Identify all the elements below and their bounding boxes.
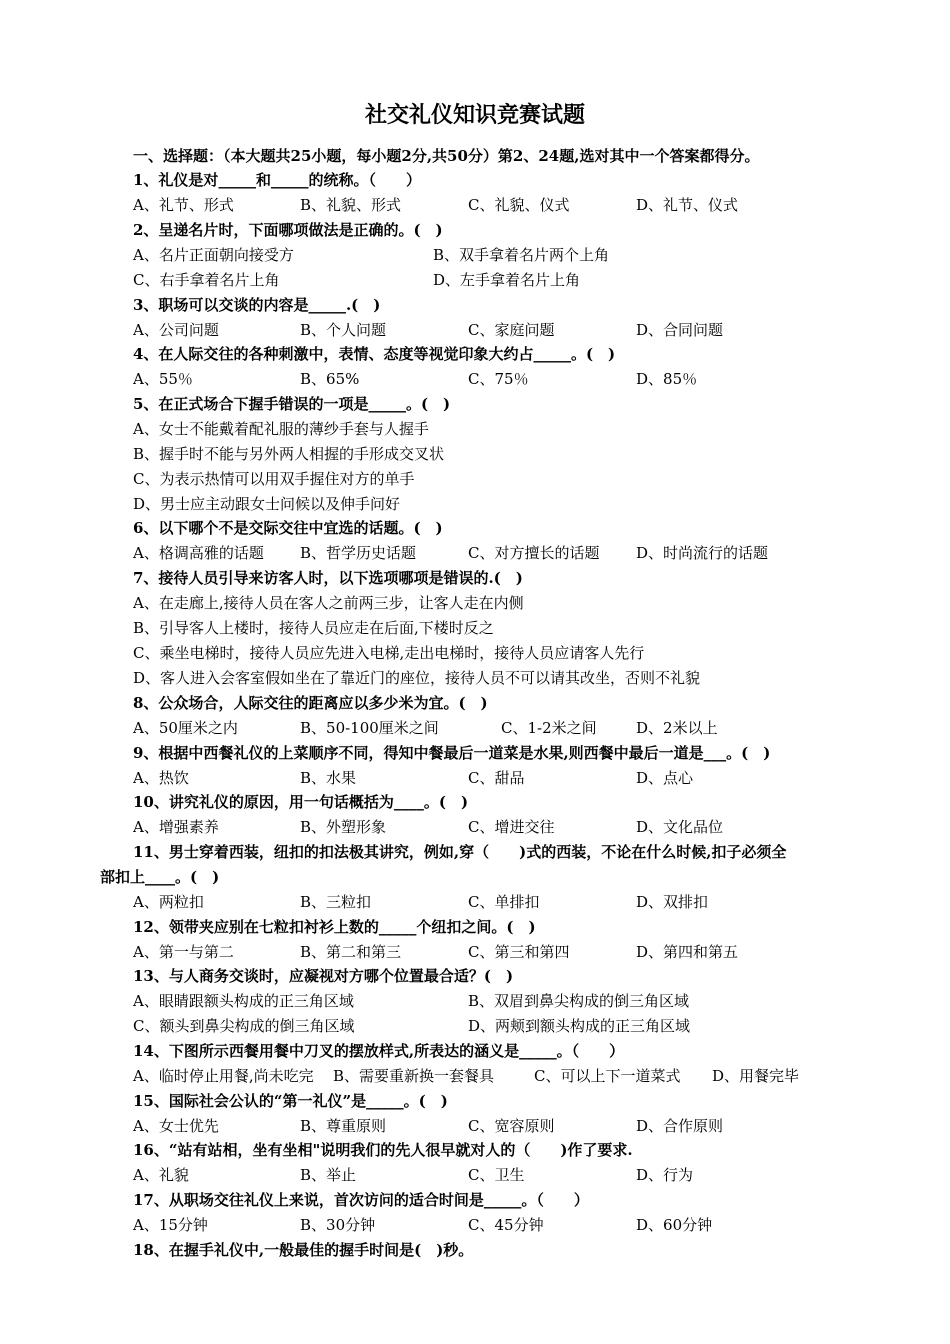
question-2: 2、呈递名片时，下面哪项做法是正确的。( ) xyxy=(133,221,443,239)
option-a: A、临时停止用餐,尚未吃完 xyxy=(133,1067,314,1085)
option-b: B、礼貌、形式 xyxy=(300,196,402,214)
question-14: 14、下图所示西餐用餐中刀叉的摆放样式,所表达的涵义是_____。（ ） xyxy=(133,1042,625,1060)
option-c: C、礼貌、仪式 xyxy=(468,196,570,214)
question-11: 11、男士穿着西装，纽扣的扣法极其讲究，例如,穿（ )式的西装，不论在什么时候,扣子必须全 xyxy=(133,843,787,861)
option-b: B、三粒扣 xyxy=(300,893,372,911)
option-d: D、合作原则 xyxy=(636,1117,724,1135)
option-c: C、75％ xyxy=(468,370,529,388)
option-b: B、引导客人上楼时，接待人员应走在后面,下楼时反之 xyxy=(133,619,494,637)
option-a: A、公司问题 xyxy=(133,321,219,339)
option-c: C、第三和第四 xyxy=(468,943,570,961)
option-b: B、举止 xyxy=(300,1166,357,1184)
option-c: C、1-2米之间 xyxy=(501,719,597,737)
option-d: D、第四和第五 xyxy=(636,943,739,961)
option-d: D、点心 xyxy=(636,769,694,787)
option-a: A、两粒扣 xyxy=(133,893,204,911)
option-b: B、65% xyxy=(300,370,360,388)
question-9: 9、根据中西餐礼仪的上菜顺序不同，得知中餐最后一道菜是水果,则西餐中最后一道是___。( ) xyxy=(133,744,771,762)
option-a: A、热饮 xyxy=(133,769,189,787)
question-4: 4、在人际交往的各种刺激中，表情、态度等视觉印象大约占_____。( ) xyxy=(133,345,616,363)
option-d: D、两颊到额头构成的正三角区域 xyxy=(468,1017,691,1035)
option-b: B、尊重原则 xyxy=(300,1117,387,1135)
option-b: B、外塑形象 xyxy=(300,818,387,836)
option-c: C、增进交往 xyxy=(468,818,555,836)
option-c: C、宽容原则 xyxy=(468,1117,555,1135)
option-d: D、用餐完毕 xyxy=(712,1067,800,1085)
option-a: A、15分钟 xyxy=(133,1216,208,1234)
option-b: B、哲学历史话题 xyxy=(300,544,417,562)
option-a: A、50厘米之内 xyxy=(133,719,238,737)
option-b: B、30分钟 xyxy=(300,1216,376,1234)
option-b: B、第二和第三 xyxy=(300,943,402,961)
option-c: C、甜品 xyxy=(468,769,525,787)
option-b: B、水果 xyxy=(300,769,357,787)
question-18: 18、在握手礼仪中,一般最佳的握手时间是( )秒。 xyxy=(133,1241,474,1259)
option-d: D、85％ xyxy=(636,370,698,388)
question-8: 8、公众场合，人际交往的距离应以多少米为宜。( ) xyxy=(133,694,488,712)
option-a: A、55％ xyxy=(133,370,193,388)
option-d: D、时尚流行的话题 xyxy=(636,544,769,562)
page-title: 社交礼仪知识竞赛试题 xyxy=(364,102,585,128)
option-a: A、第一与第二 xyxy=(133,943,234,961)
option-a: A、女士优先 xyxy=(133,1117,219,1135)
option-d: D、2米以上 xyxy=(636,719,718,737)
option-a: A、女士不能戴着配礼服的薄纱手套与人握手 xyxy=(133,420,429,438)
question-3: 3、职场可以交谈的内容是_____.( ) xyxy=(133,296,381,314)
option-a: A、名片正面朝向接受方 xyxy=(133,246,294,264)
question-6: 6、以下哪个不是交际交往中宜选的话题。( ) xyxy=(133,519,443,537)
question-15: 15、国际社会公认的“第一礼仪”是_____。( ) xyxy=(133,1092,448,1110)
option-b: B、握手时不能与另外两人相握的手形成交叉状 xyxy=(133,445,445,463)
option-c: C、单排扣 xyxy=(468,893,540,911)
option-c: C、额头到鼻尖构成的倒三角区域 xyxy=(133,1017,355,1035)
option-d: D、男士应主动跟女士问候以及伸手问好 xyxy=(133,495,401,513)
option-d: D、双排扣 xyxy=(636,893,709,911)
option-d: D、左手拿着名片上角 xyxy=(433,271,581,289)
option-c: C、右手拿着名片上角 xyxy=(133,271,280,289)
question-11-continued: 部扣上____。( ) xyxy=(100,868,220,886)
option-c: C、为表示热情可以用双手握住对方的单手 xyxy=(133,470,415,488)
option-d: D、客人进入会客室假如坐在了靠近门的座位，接待人员不可以请其改坐，否则不礼貌 xyxy=(133,669,701,687)
question-16: 16、“站有站相，坐有坐相"说明我们的先人很早就对人的（ )作了要求. xyxy=(133,1141,633,1159)
option-b: B、个人问题 xyxy=(300,321,387,339)
option-b: B、双手拿着名片两个上角 xyxy=(433,246,610,264)
option-b: B、需要重新换一套餐具 xyxy=(333,1067,495,1085)
option-b: B、双眉到鼻尖构成的倒三角区域 xyxy=(468,992,690,1010)
option-c: C、乘坐电梯时，接待人员应先进入电梯,走出电梯时，接待人员应请客人先行 xyxy=(133,644,645,662)
option-d: D、文化品位 xyxy=(636,818,724,836)
question-17: 17、从职场交往礼仪上来说，首次访问的适合时间是_____。（ ） xyxy=(133,1191,589,1209)
section-heading: 一、选择题：（本大题共25小题，每小题2分,共50分）第2、24题,选对其中一个答案都得分。 xyxy=(133,147,760,165)
option-b: B、50-100厘米之间 xyxy=(300,719,439,737)
option-a: A、格调高雅的话题 xyxy=(133,544,264,562)
question-1: 1、礼仪是对_____和_____的统称。（ ） xyxy=(133,171,421,189)
option-a: A、在走廊上,接待人员在客人之前两三步，让客人走在内侧 xyxy=(133,594,524,612)
question-7: 7、接待人员引导来访客人时，以下选项哪项是错误的.( ) xyxy=(133,569,523,587)
option-a: A、礼貌 xyxy=(133,1166,189,1184)
option-a: A、礼节、形式 xyxy=(133,196,234,214)
option-a: A、眼睛跟额头构成的正三角区域 xyxy=(133,992,354,1010)
question-12: 12、领带夹应别在七粒扣衬衫上数的_____个纽扣之间。( ) xyxy=(133,918,536,936)
option-c: C、可以上下一道菜式 xyxy=(534,1067,681,1085)
option-c: C、45分钟 xyxy=(468,1216,544,1234)
option-c: C、家庭问题 xyxy=(468,321,555,339)
option-c: C、对方擅长的话题 xyxy=(468,544,600,562)
option-d: D、行为 xyxy=(636,1166,694,1184)
question-13: 13、与人商务交谈时，应凝视对方哪个位置最合适？( ) xyxy=(133,967,514,985)
question-5: 5、在正式场合下握手错误的一项是_____。( ) xyxy=(133,395,451,413)
question-10: 10、讲究礼仪的原因，用一句话概括为____。( ) xyxy=(133,793,469,811)
option-d: D、礼节、仪式 xyxy=(636,196,739,214)
option-d: D、合同问题 xyxy=(636,321,724,339)
option-a: A、增强素养 xyxy=(133,818,219,836)
option-c: C、卫生 xyxy=(468,1166,525,1184)
option-d: D、60分钟 xyxy=(636,1216,713,1234)
